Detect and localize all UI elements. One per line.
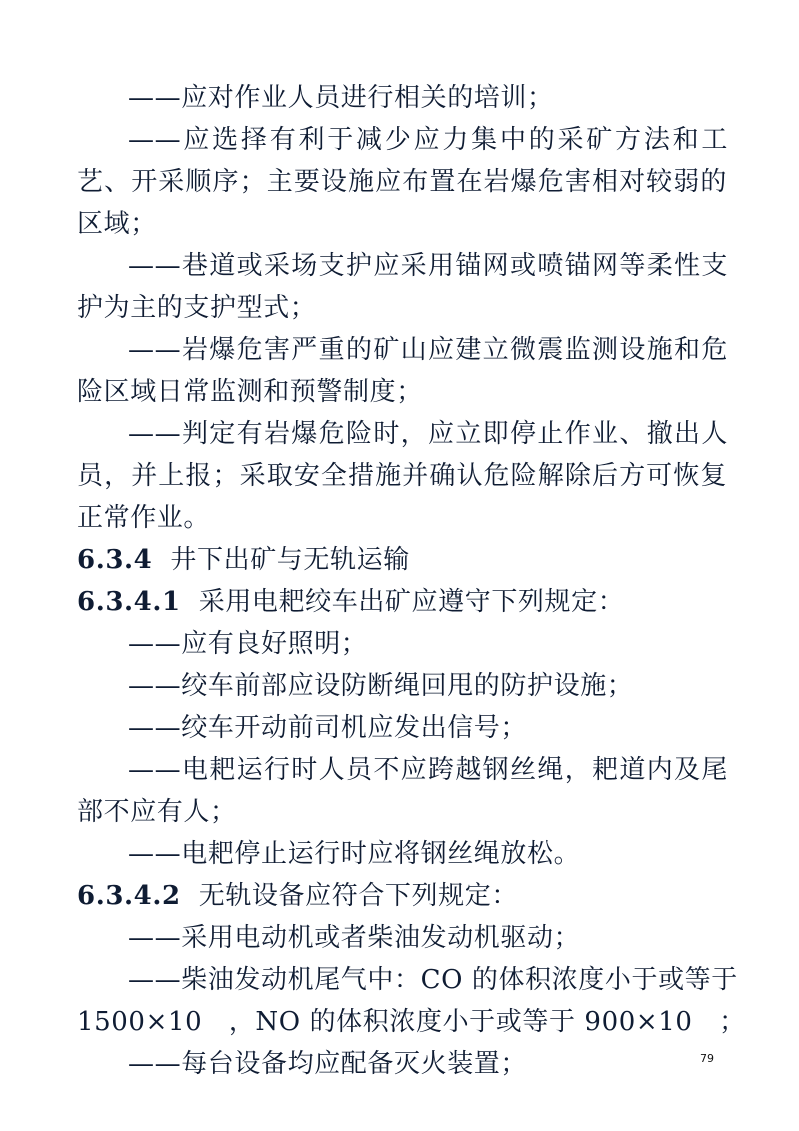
text-line: 部不应有人；	[77, 797, 237, 827]
section-heading-6-3-4-1	[77, 582, 727, 622]
text-line: ——应对作业人员进行相关的培训；	[128, 83, 554, 113]
text-line: ——巷道或采场支护应采用锚网或喷锚网等柔性支	[128, 251, 728, 281]
text-line: ——应有良好照明；	[128, 629, 368, 659]
text-line: ——应选择有利于减少应力集中的采矿方法和工	[128, 125, 728, 155]
section-number: 6.3.4	[77, 545, 153, 575]
section-title: 采用电耙绞车出矿应遵守下列规定：	[198, 587, 625, 617]
text-line: ——绞车开动前司机应发出信号；	[128, 713, 528, 743]
text-line: ——绞车前部应设防断绳回甩的防护设施；	[128, 671, 634, 701]
text-line: ——电耙停止运行时应将钢丝绳放松。	[128, 839, 581, 869]
text-line: ——采用电动机或者柴油发动机驱动；	[128, 923, 581, 953]
text-line: ——判定有岩爆危险时，应立即停止作业、撤出人	[128, 419, 728, 449]
section-heading-6-3-4	[77, 540, 727, 580]
section-number: 6.3.4.2	[77, 881, 181, 911]
text-line: 艺、开采顺序；主要设施应布置在岩爆危害相对较弱的	[77, 167, 727, 197]
section-heading-6-3-4-2	[77, 876, 727, 916]
text-line: ——柴油发动机尾气中：CO 的体积浓度小于或等于	[128, 965, 738, 995]
text-line: 护为主的支护型式；	[77, 293, 317, 323]
text-line: 区域；	[77, 209, 157, 239]
section-title: 无轨设备应符合下列规定：	[198, 881, 518, 911]
text-line: ——岩爆危害严重的矿山应建立微震监测设施和危	[128, 335, 728, 365]
page-number: 79	[700, 1052, 714, 1065]
text-line: 员，并上报；采取安全措施并确认危险解除后方可恢复	[77, 461, 727, 491]
text-line: 正常作业。	[77, 503, 211, 533]
text-line: 险区域日常监测和预警制度；	[77, 377, 423, 407]
text-line: 1500×10 ，NO 的体积浓度小于或等于 900×10 ；	[77, 1007, 746, 1037]
section-title: 井下出矿与无轨运输	[170, 545, 410, 575]
section-number: 6.3.4.1	[77, 587, 181, 617]
text-line: ——每台设备均应配备灭火装置；	[128, 1049, 528, 1079]
text-line: ——电耙运行时人员不应跨越钢丝绳，耙道内及尾	[128, 755, 728, 785]
